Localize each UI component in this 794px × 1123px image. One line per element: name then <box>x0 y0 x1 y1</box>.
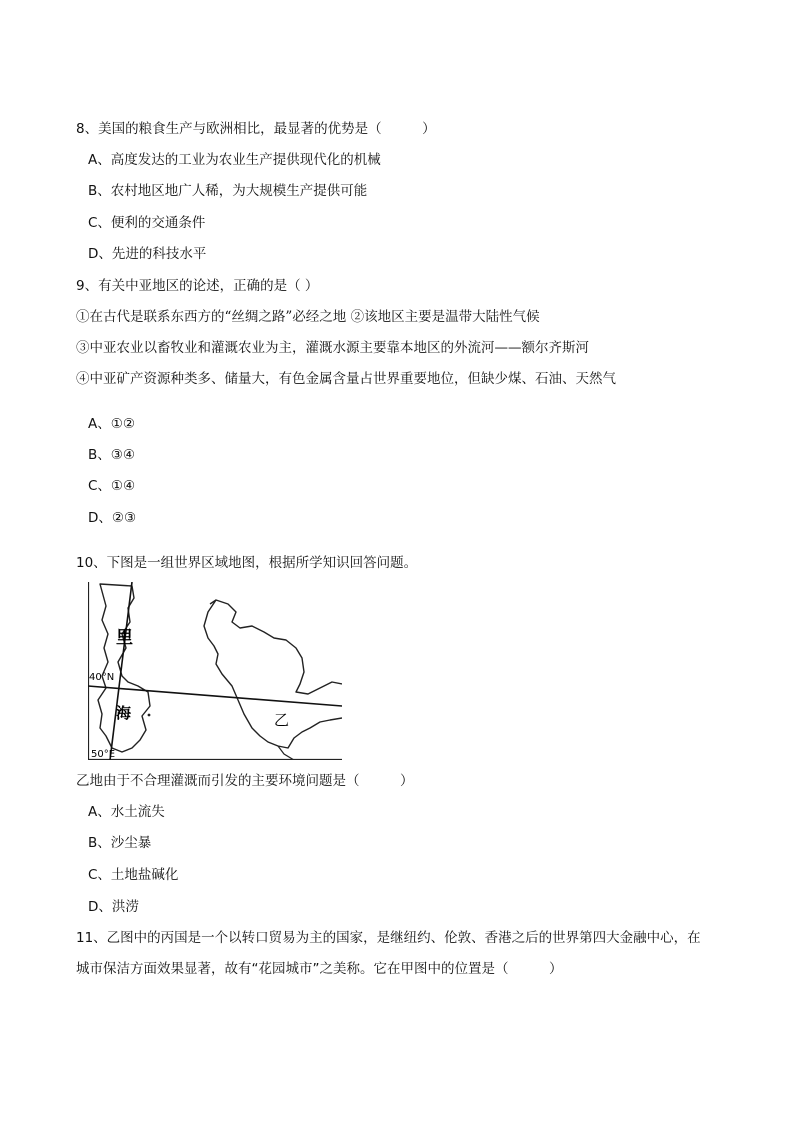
region-map <box>88 582 342 760</box>
q11-stem-line1: 11、乙图中的丙国是一个以转口贸易为主的国家，是继纽约、伦敦、香港之后的世界第四大金融中心，在 <box>76 930 701 946</box>
q9-statement-3: ③中亚农业以畜牧业和灌溉农业为主，灌溉水源主要靠本地区的外流河——额尔齐斯河 <box>76 340 589 356</box>
q8-option-b: B、农村地区地广人稀，为大规模生产提供可能 <box>88 183 368 199</box>
label-lon-50e: 50°E <box>91 749 116 760</box>
q10-option-d: D、洪涝 <box>88 899 139 915</box>
q8-stem: 8、美国的粮食生产与欧洲相比，最显著的优势是（ ） <box>76 121 436 137</box>
q9-option-c: C、①④ <box>88 478 136 494</box>
q9-statement-4: ④中亚矿产资源种类多、储量大，有色金属含量占世界重要地位，但缺少煤、石油、天然气 <box>76 371 616 387</box>
q10-question: 乙地由于不合理灌溉而引发的主要环境问题是（ ） <box>76 773 414 789</box>
label-hai: 海 <box>116 704 132 722</box>
q8-option-d: D、先进的科技水平 <box>88 246 207 262</box>
q8-option-a: A、高度发达的工业为农业生产提供现代化的机械 <box>88 152 381 168</box>
q9-statement-1-2: ①在古代是联系东西方的“丝绸之路”必经之地 ②该地区主要是温带大陆性气候 <box>76 309 540 325</box>
q10-option-b: B、沙尘暴 <box>88 835 152 851</box>
q10-option-c: C、土地盐碱化 <box>88 867 179 883</box>
q11-stem-line2: 城市保洁方面效果显著，故有“花园城市”之美称。它在甲图中的位置是（ ） <box>76 961 563 977</box>
label-yi: 乙 <box>274 711 290 729</box>
q9-stem: 9、有关中亚地区的论述，正确的是（ ） <box>76 278 319 294</box>
q10-option-a: A、水土流失 <box>88 804 165 820</box>
label-li: 里 <box>116 628 133 648</box>
q8-option-c: C、便利的交通条件 <box>88 215 206 231</box>
q9-option-a: A、①② <box>88 416 135 432</box>
q10-stem: 10、下图是一组世界区域地图，根据所学知识回答问题。 <box>76 555 418 571</box>
label-lat-40n: 40°N <box>89 672 115 683</box>
q9-option-b: B、③④ <box>88 447 135 463</box>
q9-option-d: D、②③ <box>88 510 137 526</box>
island-dot <box>148 714 151 717</box>
